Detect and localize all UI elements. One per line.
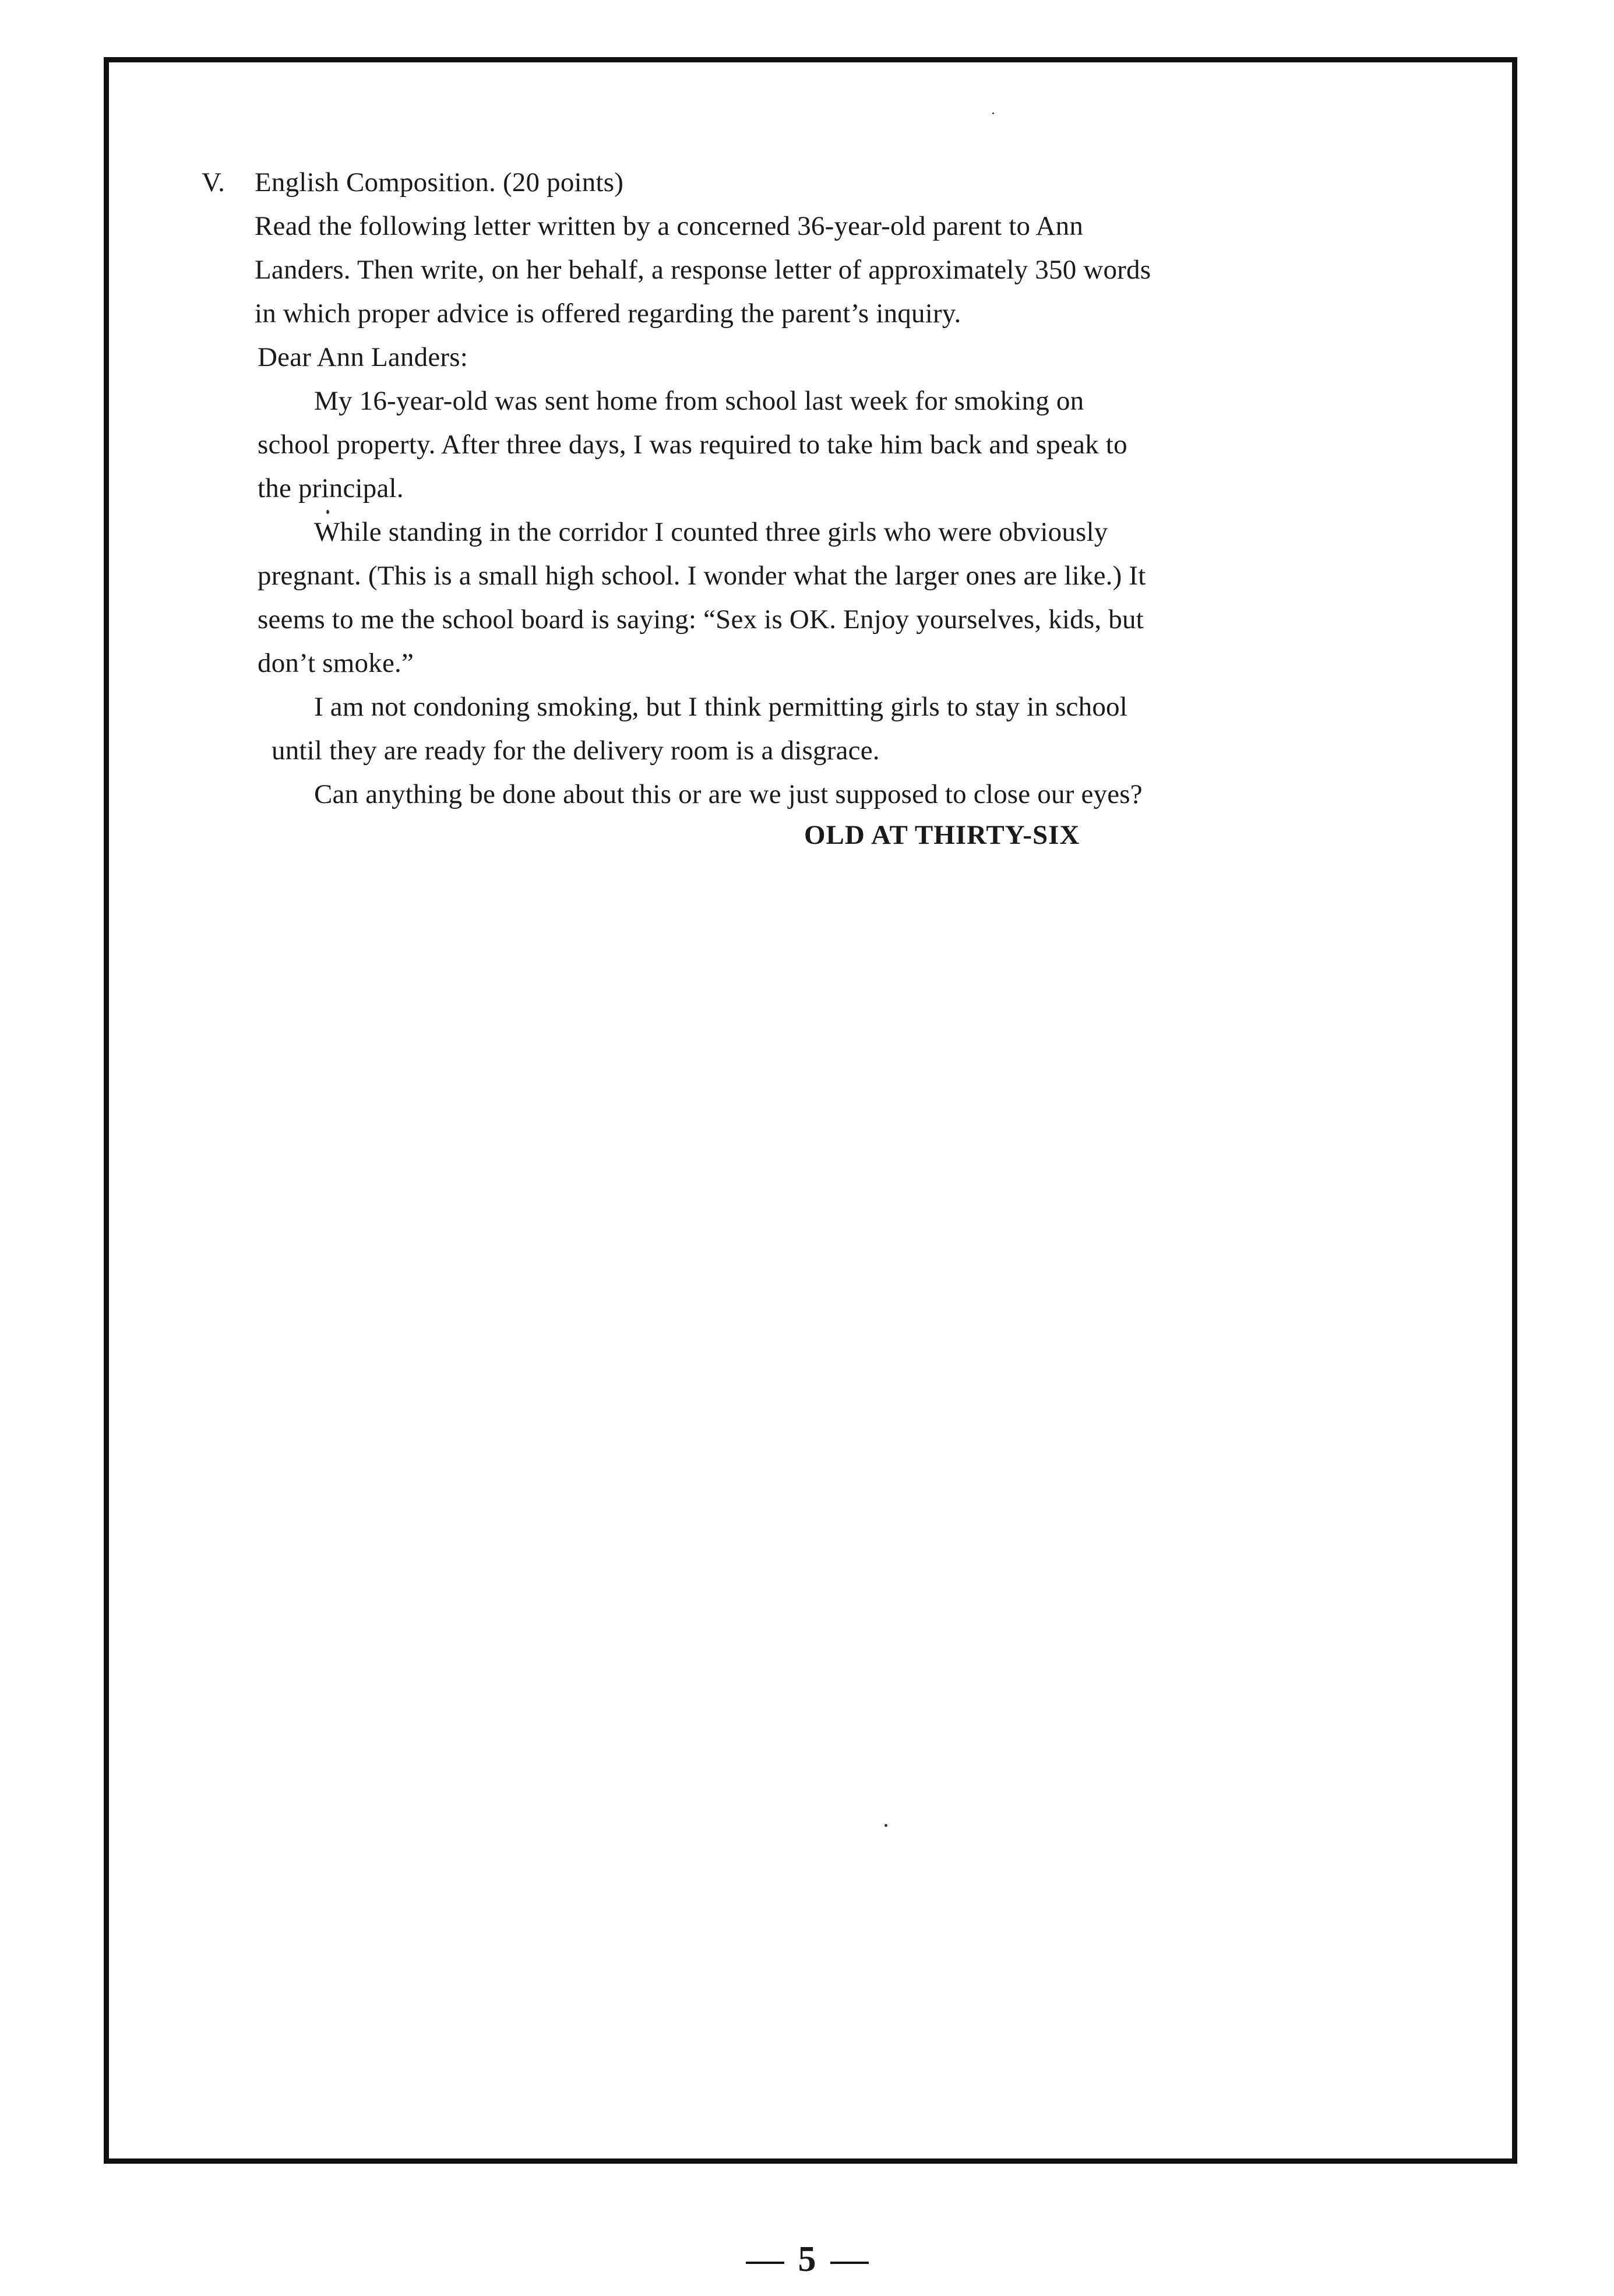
letter-line: school property. After three days, I was required to take him back and speak to — [258, 429, 1127, 460]
instruction-line: in which proper advice is offered regarding the parent’s inquiry. — [255, 298, 961, 329]
scan-speck — [326, 510, 329, 514]
letter-line: I am not condoning smoking, but I think permitting girls to stay in school — [314, 692, 1127, 722]
letter-signature: OLD AT THIRTY-SIX — [804, 820, 1080, 850]
letter-line: Can anything be done about this or are we just supposed to close our eyes? — [314, 779, 1143, 809]
scan-speck — [884, 1824, 887, 1827]
scan-speck — [992, 112, 994, 114]
dash-right — [830, 2262, 869, 2264]
page-number: 5 — [798, 2239, 816, 2279]
letter-line: don’t smoke.” — [258, 648, 414, 678]
dash-left — [746, 2262, 784, 2264]
letter-line: My 16-year-old was sent home from school last week for smoking on — [314, 386, 1084, 416]
letter-salutation: Dear Ann Landers: — [258, 342, 468, 372]
page-number-footer — [0, 2239, 1614, 2280]
instruction-line: Read the following letter written by a concerned 36-year-old parent to Ann — [255, 211, 1084, 241]
instruction-line: Landers. Then write, on her behalf, a response letter of approximately 350 words — [255, 255, 1151, 285]
letter-line: seems to me the school board is saying: “Sex is OK. Enjoy yourselves, kids, but — [258, 604, 1144, 635]
question-title: English Composition. (20 points) — [255, 167, 624, 198]
letter-line: While standing in the corridor I counted three girls who were obviously — [314, 517, 1108, 547]
letter-line: pregnant. (This is a small high school. I wonder what the larger ones are like.) It — [258, 561, 1146, 591]
letter-line: the principal. — [258, 473, 404, 503]
letter-line: until they are ready for the delivery room is a disgrace. — [272, 735, 880, 766]
question-number: V. — [202, 167, 225, 198]
